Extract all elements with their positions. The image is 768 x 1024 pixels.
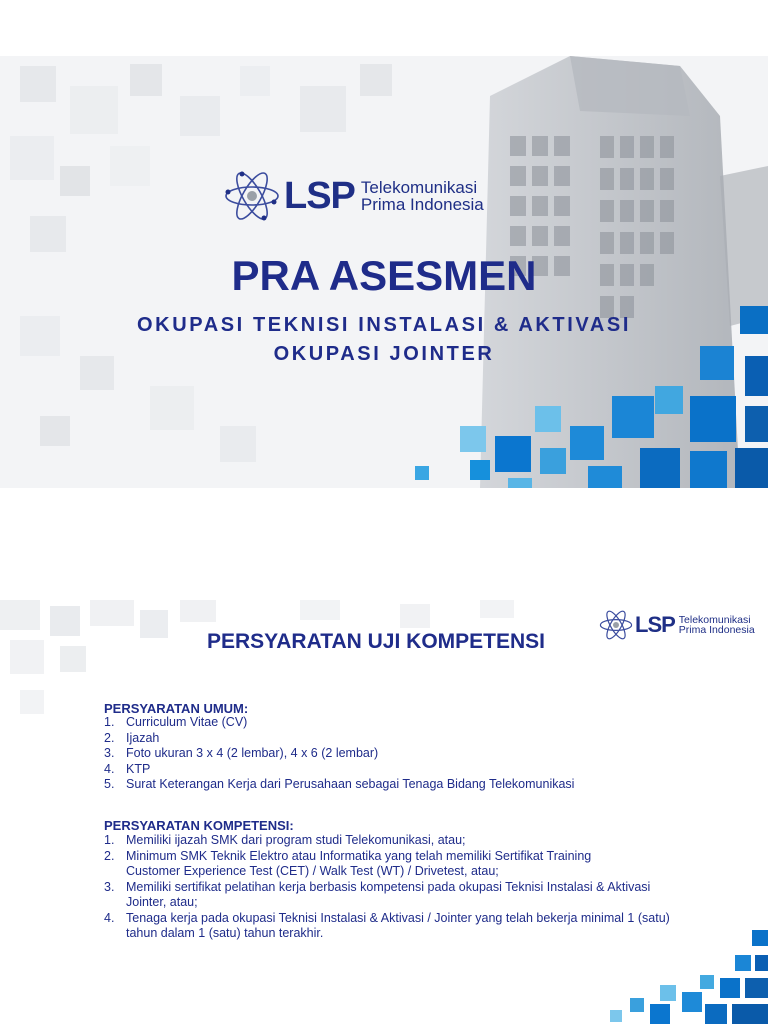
umum-list bbox=[104, 715, 644, 793]
page-title: PRA ASESMEN bbox=[231, 252, 537, 299]
lsp-logo-small bbox=[598, 608, 755, 642]
subtitle-2: OKUPASI JOINTER bbox=[273, 343, 495, 365]
logo-line2: Prima Indonesia bbox=[678, 624, 755, 636]
list-item: 3. Foto ukuran 3 x 4 (2 lembar), 4 x 6 (2 lembar) bbox=[104, 746, 379, 760]
section-title: PERSYARATAN UJI KOMPETENSI bbox=[207, 630, 545, 653]
umum-heading: PERSYARATAN UMUM: bbox=[104, 701, 249, 716]
logo-mark: LSP bbox=[284, 174, 355, 217]
list-item: 2. Minimum SMK Teknik Elektro atau Informatika yang telah memiliki Sertifikat Training Customer Experience Test (CET) / Walk Test (WT) / Drivetest, atau; bbox=[104, 848, 592, 878]
list-item: 4. Tenaga kerja pada okupasi Teknisi Instalasi & Aktivasi / Jointer yang telah bekerja minimal 1 (satu) tahun dalam 1 (satu) tahun terakhir. bbox=[104, 910, 670, 940]
list-item: 2. Ijazah bbox=[104, 730, 160, 745]
list-item: 3. Memiliki sertifikat pelatihan kerja berbasis kompetensi pada okupasi Teknisi Instalasi & Aktivasi Jointer, atau; bbox=[104, 879, 651, 909]
logo-line1: Telekomunikasi bbox=[678, 613, 751, 626]
subtitle-1: OKUPASI TEKNISI INSTALASI & AKTIVASI bbox=[137, 314, 631, 336]
logo-line1: Telekomunikasi bbox=[360, 178, 478, 197]
kompetensi-list bbox=[104, 833, 674, 942]
slide-cover bbox=[0, 56, 768, 488]
atom-icon bbox=[598, 608, 634, 642]
lsp-logo bbox=[222, 168, 484, 224]
list-item: 5. Surat Keterangan Kerja dari Perusahaan sebagai Tenaga Bidang Telekomunikasi bbox=[104, 777, 575, 791]
logo-line2: Prima Indonesia bbox=[360, 195, 484, 214]
logo-mark: LSP bbox=[635, 612, 675, 637]
slide-requirements bbox=[0, 600, 768, 1024]
kompetensi-heading: PERSYARATAN KOMPETENSI: bbox=[104, 818, 294, 833]
list-item: 4. KTP bbox=[104, 761, 151, 776]
list-item: 1. Memiliki ijazah SMK dari program studi Telekomunikasi, atau; bbox=[104, 833, 466, 847]
atom-icon bbox=[222, 168, 282, 224]
list-item: 1. Curriculum Vitae (CV) bbox=[104, 715, 248, 729]
